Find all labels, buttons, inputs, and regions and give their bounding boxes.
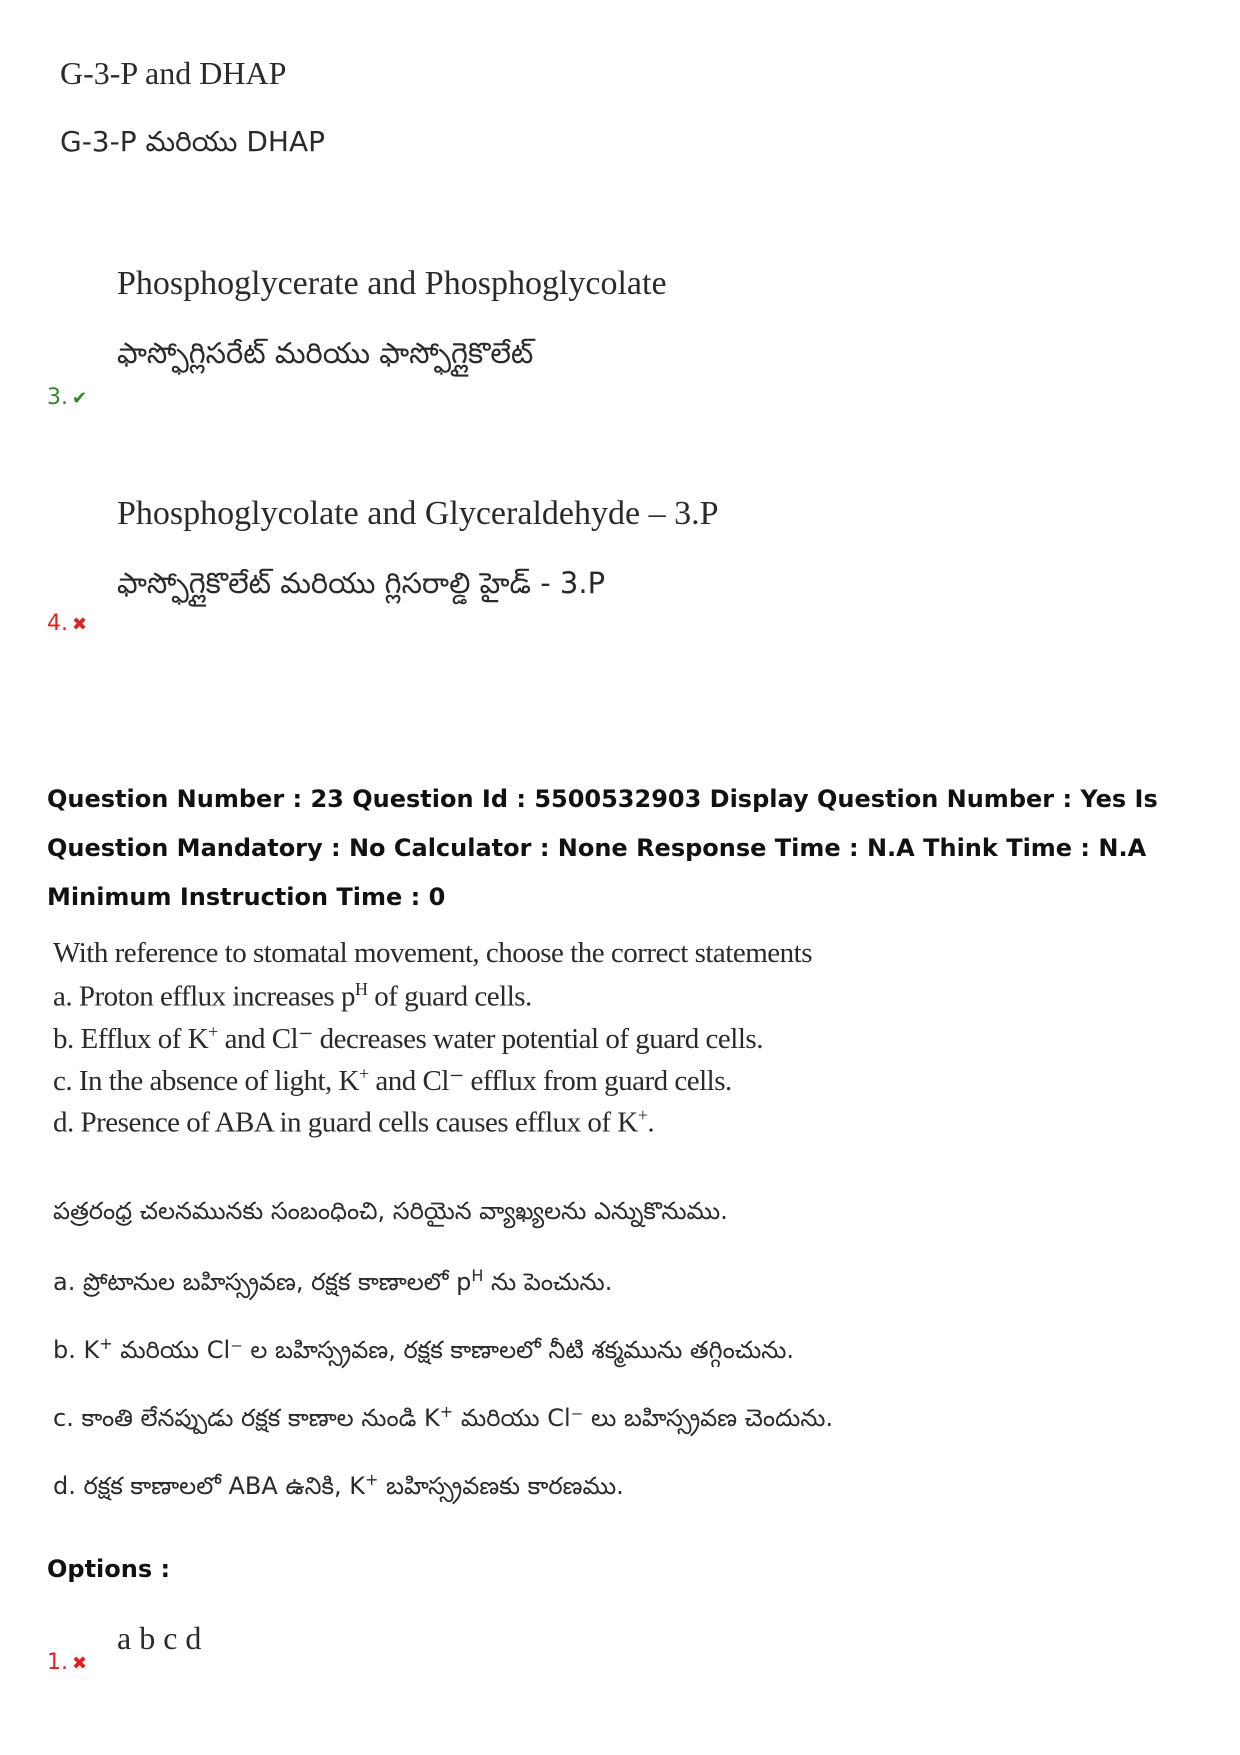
statement-a-te-sup: H <box>471 1266 484 1285</box>
option-4-number: 4. <box>47 611 68 636</box>
statement-b-en-text: b. Efflux of K <box>53 1023 209 1055</box>
statement-a-en <box>53 979 532 1014</box>
option-1-text: a b c d <box>117 1620 202 1656</box>
statement-c-en <box>53 1063 732 1098</box>
statement-a-en-text: a. Proton efflux increases p <box>53 980 355 1013</box>
statement-a-te-tail: ను పెంచును. <box>483 1268 613 1296</box>
statement-c-en-tail: and Cl⁻ efflux from guard cells. <box>368 1065 732 1097</box>
wrong-cross-icon: ✖ <box>72 1653 88 1674</box>
statement-a-te <box>53 1266 612 1302</box>
statement-c-en-sup: + <box>359 1063 369 1084</box>
statement-d-en-tail: . <box>647 1106 655 1139</box>
statement-a-en-sup: H <box>354 979 368 999</box>
statement-d-en-sup: + <box>637 1105 648 1125</box>
statement-c-te <box>53 1402 833 1438</box>
statement-b-te-text: b. K <box>53 1336 100 1364</box>
question-stem-en: With reference to stomatal movement, choose the correct statements <box>53 937 812 969</box>
option-1-number: 1. <box>47 1650 68 1675</box>
question-stem-te: పత్రరంధ్ర చలనమునకు సంబంధించి, సరియైన వ్యాఖ్యలను ఎన్నుకొనుము. <box>53 1197 728 1225</box>
question-meta: Question Number : 23 Question Id : 5500532903 Display Question Number : Yes Is Question Mandatory : No Calculator : None Response Time : N.A Think Time : N.A Minimum Instruction Time : 0 <box>47 785 1158 911</box>
option-2-text-te: G-3-P మరియు DHAP <box>60 125 325 158</box>
statement-d-te-text: d. రక్షక కాణాలలో ABA ఉనికి, K <box>53 1472 365 1500</box>
statement-b-en <box>53 1021 763 1056</box>
option-1-label <box>47 1650 87 1675</box>
option-2-text-en: G-3-P and DHAP <box>60 55 287 91</box>
statement-b-te-tail: మరియు Cl⁻ ల బహిస్స్రవణ, రక్షక కాణాలలో నీటి శక్మమును తగ్గించును. <box>112 1336 795 1364</box>
options-label: Options : <box>47 1555 171 1583</box>
statement-b-en-tail: and Cl⁻ decreases water potential of guard cells. <box>217 1023 763 1055</box>
statement-d-te-sup: + <box>364 1470 379 1489</box>
wrong-cross-icon: ✖ <box>72 614 88 635</box>
option-3-text-te: ఫాస్ఫోగ్లిసరేట్ మరియు ఫాస్ఫోగ్లైకొలేట్ <box>117 336 534 370</box>
option-3-number: 3. <box>47 385 68 410</box>
statement-b-te <box>53 1334 794 1370</box>
statement-a-te-text: a. ప్రోటానుల బహిస్స్రవణ, రక్షక కాణాలలో p <box>53 1268 472 1296</box>
option-4-text-te: ఫాస్ఫోగ్లైకొలేట్ మరియు గ్లిసరాల్డి హైడ్ - 3.P <box>117 566 606 600</box>
option-4-label <box>47 611 87 636</box>
correct-check-icon: ✔ <box>72 388 88 409</box>
statement-b-te-sup: + <box>99 1334 113 1353</box>
statement-d-te-tail: బహిస్స్రవణకు కారణము. <box>378 1472 624 1500</box>
statement-c-te-sup: + <box>439 1402 454 1421</box>
option-3-text-en: Phosphoglycerate and Phosphoglycolate <box>117 265 667 302</box>
option-3-label <box>47 385 87 410</box>
statement-b-en-sup: + <box>208 1021 218 1042</box>
statement-c-te-text: c. కాంతి లేనప్పుడు రక్షక కాణాల నుండి K <box>53 1404 440 1432</box>
statement-a-en-tail: of guard cells. <box>367 980 532 1013</box>
statement-d-en-text: d. Presence of ABA in guard cells causes efflux of K <box>53 1106 638 1139</box>
statement-c-en-text: c. In the absence of light, K <box>53 1065 360 1097</box>
statement-c-te-tail: మరియు Cl⁻ లు బహిస్స్రవణ చెందును. <box>453 1404 834 1432</box>
option-4-text-en: Phosphoglycolate and Glyceraldehyde – 3.P <box>117 495 719 532</box>
statement-d-en <box>53 1105 654 1140</box>
statement-d-te <box>53 1470 624 1506</box>
